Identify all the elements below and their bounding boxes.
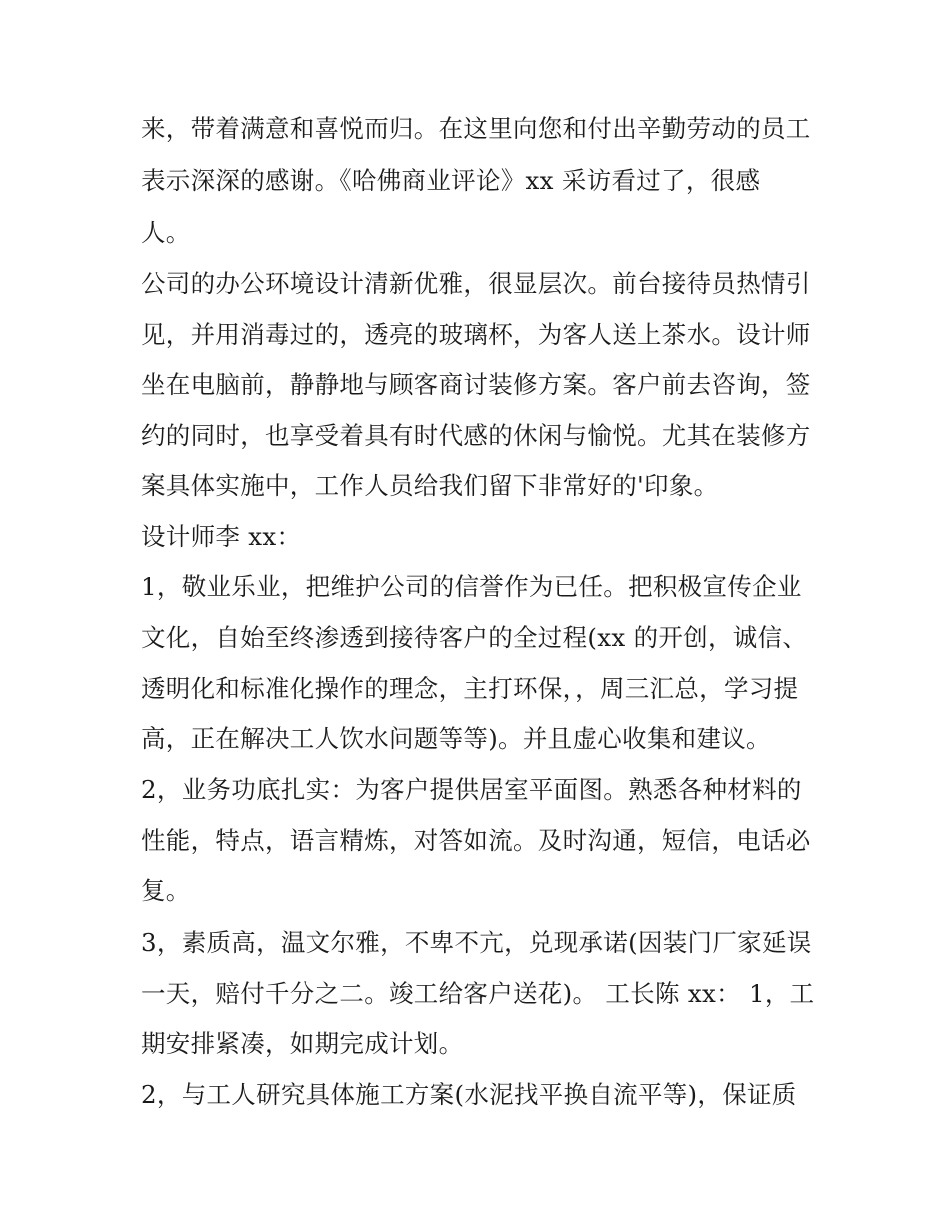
text-line-10: 1，敬业乐业，把维护公司的信誉作为已任。把积极宣传企业 bbox=[141, 572, 802, 601]
text-line-5: 见，并用消毒过的，透亮的玻璃杯，为客人送上茶水。设计师 bbox=[141, 320, 811, 349]
text-line-19: 期安排紧凑，如期完成计划。 bbox=[141, 1029, 464, 1058]
text-line-16: 复。 bbox=[141, 876, 191, 905]
text-line-6: 坐在电脑前，静静地与顾客商讨装修方案。客户前去咨询，签 bbox=[141, 370, 811, 399]
text-line-8: 案具体实施中，工作人员给我们留下非常好的'印象。 bbox=[141, 471, 719, 500]
text-line-13: 高，正在解决工人饮水问题等等)。并且虚心收集和建议。 bbox=[141, 724, 771, 753]
text-line-2: 表示深深的感谢。《哈佛商业评论》xx 采访看过了，很感 bbox=[141, 166, 761, 195]
text-line-3: 人。 bbox=[141, 218, 191, 247]
text-line-4: 公司的办公环境设计清新优雅，很显层次。前台接待员热情引 bbox=[141, 269, 811, 298]
text-line-18: 一天，赔付千分之二。竣工给客户送花)。 工长陈 xx： 1，工 bbox=[141, 979, 815, 1008]
text-line-20: 2，与工人研究具体施工方案(水泥找平换自流平等)，保证质 bbox=[141, 1080, 797, 1109]
text-line-1: 来，带着满意和喜悦而归。在这里向您和付出辛勤劳动的员工 bbox=[141, 114, 811, 143]
text-line-12: 透明化和标准化操作的理念，主打环保，，周三汇总，学习提 bbox=[141, 674, 799, 703]
text-line-11: 文化，自始至终渗透到接待客户的全过程(xx 的开创，诚信、 bbox=[141, 623, 808, 652]
text-line-14: 2，业务功底扎实：为客户提供居室平面图。熟悉各种材料的 bbox=[141, 775, 802, 804]
text-line-17: 3，素质高，温文尔雅，不卑不亢，兑现承诺(因装门厂家延误 bbox=[141, 928, 812, 957]
text-line-15: 性能，特点，语言精炼，对答如流。及时沟通，短信，电话必 bbox=[141, 826, 811, 855]
text-line-9: 设计师李 xx： bbox=[141, 522, 302, 551]
text-line-7: 约的同时，也享受着具有时代感的休闲与愉悦。尤其在装修方 bbox=[141, 421, 811, 450]
